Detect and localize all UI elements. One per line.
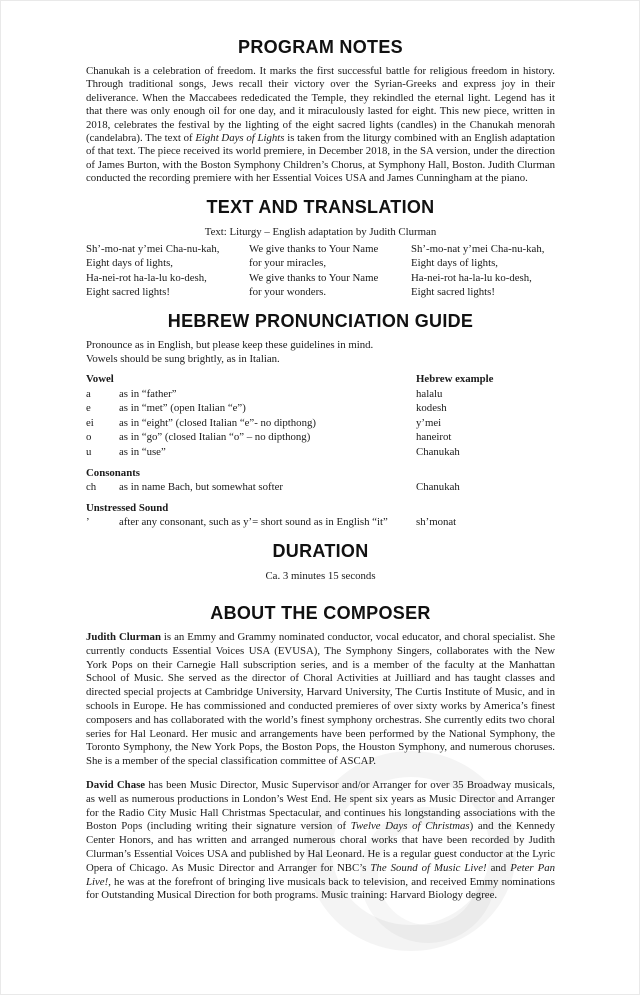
section-pronunciation-guide <box>86 311 555 530</box>
consonant-row-ch <box>86 480 555 495</box>
vowel-description: as in “met” (open Italian “e”) <box>119 402 246 415</box>
duration-value: Ca. 3 minutes 15 seconds <box>265 569 376 582</box>
vowel-example: y’mei <box>416 416 442 429</box>
chase-bio-run-4: , he was at the forefront of bringing live musicals back to television, and received Emmy nominations for Outstanding Musical Direction for both programs. Music training: Harvard Biology degree. <box>86 875 555 902</box>
chase-bio-run-2: ) and the Kennedy Center Honors, and has written and arranged numerous choral works that have been recorded by Judith Clurman’s Essential Voices USA and published by Hal Leonard. He is a regular guest conductor at the Lyric Opera of Chicago. As Music Director and Arranger for NBC’s <box>86 820 556 874</box>
pronunciation-title: HEBREW PRONUNCIATION GUIDE <box>167 311 474 332</box>
section-text-and-translation <box>86 197 555 300</box>
vowel-row-e <box>86 401 555 416</box>
duration-title: DURATION <box>272 540 369 561</box>
vowel-example: halalu <box>416 387 443 400</box>
vowel-description: as in “eight” (closed Italian “e”- no dipthong) <box>119 416 316 429</box>
program-notes-run-1: Chanukah is a celebration of freedom. It marks the first successful battle for religious freedom in history. Through traditional songs, Jews recall their victory over the Syrian-Greeks and express joy in their deliverance. When the Maccabees rededicated the Temple, they rekindled the eternal light. Legend has it that there was only enough oil for one day, and it miraculously lasted for eight. This new piece, written in 2018, celebrates the festival by the lighting of the eight sacred lights (candles) in the Chanukah menorah (candelabra). The text of <box>86 65 555 145</box>
page-content <box>86 37 555 903</box>
vowel-example: kodesh <box>416 402 447 415</box>
vowel-example: Chanukah <box>416 446 460 458</box>
piece-title-italic: Eight Days of Lights <box>195 132 285 145</box>
chase-work-title-twelve-days: Twelve Days of Christmas <box>350 820 470 833</box>
pronunciation-table <box>86 372 555 530</box>
vowel-column-header: Vowel <box>86 373 114 386</box>
vowel-row-o <box>86 430 555 445</box>
composer-name-chase: David Chase <box>86 778 146 791</box>
translation-line: Eight days of lights, <box>411 257 498 270</box>
consonant-example: Chanukah <box>416 481 460 494</box>
program-notes-paragraph <box>86 65 555 186</box>
vowel-description: as in “father” <box>119 387 177 400</box>
translation-line: Sh’-mo-nat y’mei Cha-nu-kah, <box>86 242 220 255</box>
vowel-row-u <box>86 445 555 460</box>
translation-column-hebrew-right <box>411 242 555 300</box>
translation-title: TEXT AND TRANSLATION <box>206 196 435 217</box>
vowel-letter: o <box>86 431 92 444</box>
clurman-bio-text: is an Emmy and Grammy nominated conductor, vocal educator, and choral specialist. She currently conducts Essential Voices USA (EVUSA), The Symphony Singers, collaborates with the New York Pops on their Carnegie Hall subscription series, and is a member of the faculty at the Manhattan School of Music. She served as the director of Choral Activities at Juilliard and has taught classes and directed special projects at Cambridge University, Harvard University, The Curtis Institute of Music, and in schools in Europe. He has commissioned and conducted premieres of over sixty works by America’s finest composers and has collaborated with the world’s finest symphony orchestras. She currently edits two choral series for Hal Leonard. Her music and arrangements have been performed by the National Symphony, the Toronto Symphony, the New York Pops, the Boston Pops, the Houston Symphony, and numerous choruses. She is a member of the special classification committee of ASCAP. <box>86 630 555 768</box>
pronunciation-intro-line-2: Vowels should be sung brightly, as in Italian. <box>86 352 280 365</box>
chase-bio-run-3: and <box>486 861 511 874</box>
hebrew-example-column-header: Hebrew example <box>416 373 494 386</box>
program-notes-title: PROGRAM NOTES <box>238 37 403 57</box>
translation-line: We give thanks to Your Name <box>249 271 379 284</box>
translation-line: Eight sacred lights! <box>86 286 170 299</box>
translation-line: for your wonders. <box>249 286 327 299</box>
consonants-group-label: Consonants <box>86 466 141 479</box>
unstressed-example: sh’monat <box>416 516 457 529</box>
chase-work-title-sound-of-music: The Sound of Music Live! <box>370 861 487 874</box>
translation-column-hebrew-left <box>86 242 249 300</box>
consonant-description: as in name Bach, but somewhat softer <box>119 481 284 494</box>
translation-line: Ha-nei-rot ha-la-lu ko-desh, <box>86 271 207 284</box>
chase-work-title-peter-pan: Peter Pan Live! <box>86 861 555 888</box>
vowel-letter: u <box>86 446 92 458</box>
vowel-description: as in “use” <box>119 446 166 458</box>
pronunciation-intro-line-1: Pronounce as in English, but please keep these guidelines in mind. <box>86 339 374 352</box>
vowel-letter: e <box>86 402 91 415</box>
vowel-row-a <box>86 387 555 402</box>
vowel-row-ei <box>86 416 555 431</box>
consonant-letter: ch <box>86 481 97 494</box>
unstressed-group-label: Unstressed Sound <box>86 501 169 514</box>
translation-line: for your miracles, <box>249 257 327 270</box>
translation-columns <box>86 242 555 300</box>
chase-bio-run-1: has been Music Director, Music Supervisor and/or Arranger for over 35 Broadway musicals, as well as numerous productions in London’s West End. He spent six years as Music Director and Arranger for the Radio City Music Hall Christmas Spectacular, and continues his longstanding associations with the Boston Pops (including writing their signature version of <box>86 778 556 833</box>
unstressed-description: after any consonant, such as y’= short sound as in English “it” <box>119 516 388 529</box>
translation-line: We give thanks to Your Name <box>249 242 379 255</box>
vowel-letter: a <box>86 387 91 400</box>
section-about-the-composer <box>86 603 555 903</box>
composer-bio-david-chase <box>86 779 555 903</box>
vowel-example: haneirot <box>416 431 452 444</box>
unstressed-row-apostrophe <box>86 515 555 530</box>
vowel-description: as in “go” (closed Italian “o” – no dipthong) <box>119 431 311 444</box>
vowel-letter: ei <box>86 416 94 429</box>
translation-line: Eight sacred lights! <box>411 286 495 299</box>
unstressed-letter: ’ <box>86 516 90 529</box>
translation-line: Eight days of lights, <box>86 257 173 270</box>
composer-name-clurman: Judith Clurman <box>86 630 161 643</box>
translation-caption: Text: Liturgy – English adaptation by Judith Clurman <box>204 225 437 238</box>
section-duration <box>86 541 555 583</box>
pronunciation-table-header <box>86 372 555 387</box>
translation-line: Ha-nei-rot ha-la-lu ko-desh, <box>411 271 532 284</box>
translation-line: Sh’-mo-nat y’mei Cha-nu-kah, <box>411 242 545 255</box>
program-notes-run-2: is taken from the liturgy combined with an English adaptation of that text. The piece received its world premiere, in December 2018, in the SA version, under the direction of James Burton, with the Boston Symphony Children’s Chorus, at Symphony Hall, Boston. Judith Clurman conducted the recording premiere with her Essential Voices USA and James Cunningham at the piano. <box>86 132 555 185</box>
section-program-notes <box>86 37 555 186</box>
composer-bio-judith-clurman <box>86 631 555 769</box>
translation-column-english <box>249 242 411 300</box>
about-composer-title: ABOUT THE COMPOSER <box>210 602 431 623</box>
